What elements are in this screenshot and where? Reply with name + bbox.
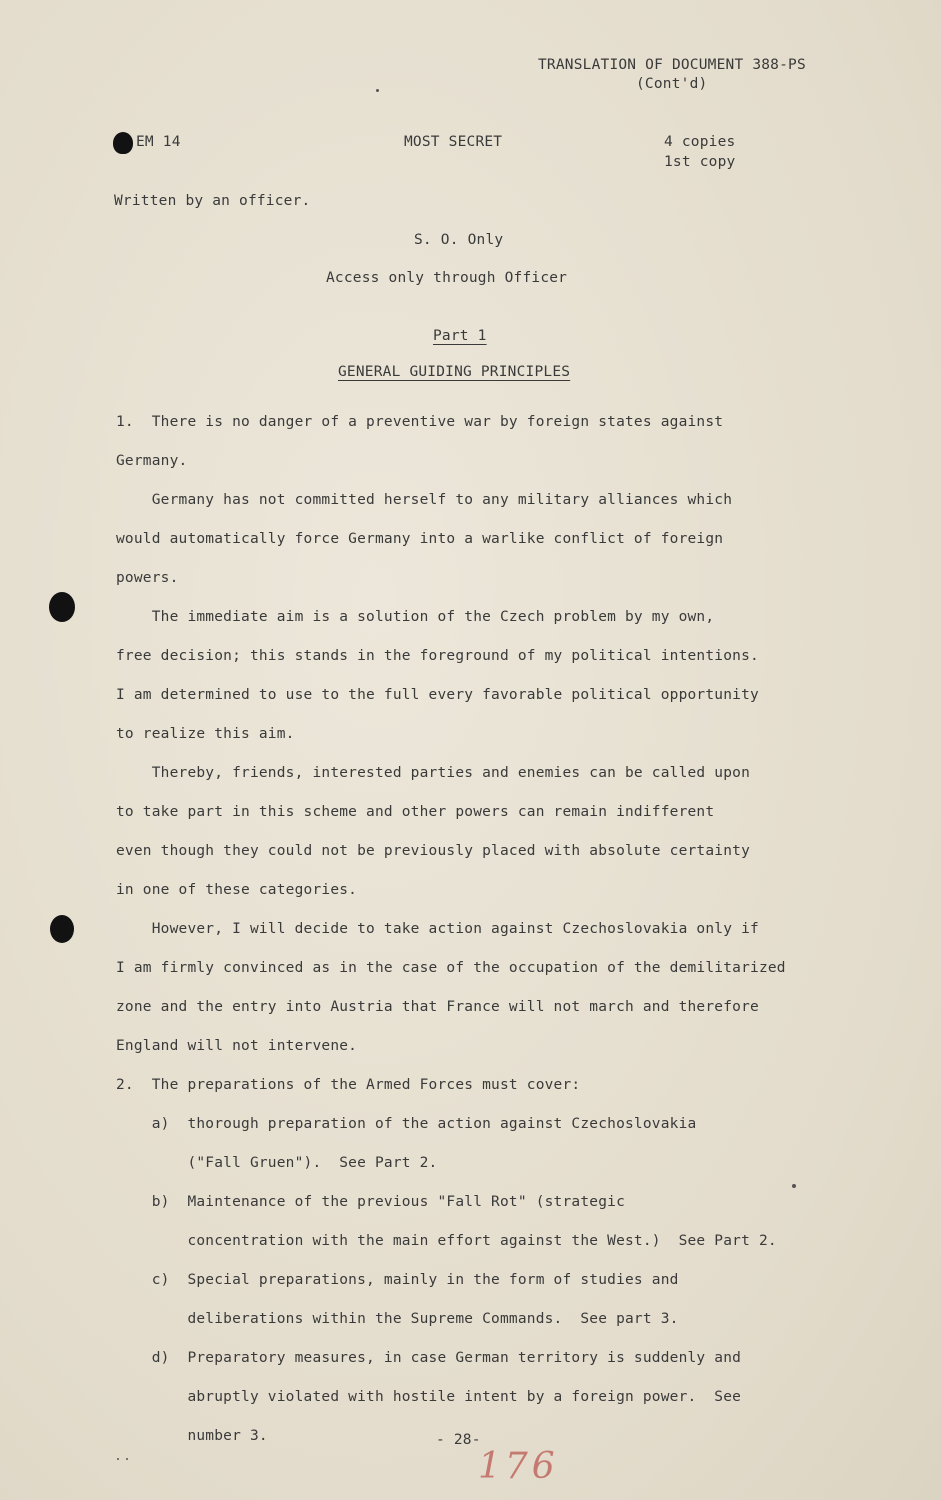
- body-text: [116, 403, 786, 1456]
- body-line: to take part in this scheme and other powers can remain indifferent: [116, 804, 715, 820]
- body-line: Thereby, friends, interested parties and enemies can be called upon: [116, 765, 751, 781]
- item-number: EM 14: [136, 134, 181, 150]
- punch-hole: [50, 915, 74, 943]
- body-line: However, I will decide to take action against Czechoslovakia only if: [116, 921, 759, 937]
- copies-count: 4 copies: [664, 134, 736, 150]
- body-line: even though they could not be previously placed with absolute certainty: [116, 843, 751, 859]
- punch-hole: [49, 592, 75, 622]
- body-line: Germany.: [116, 453, 188, 469]
- body-line: England will not intervene.: [116, 1038, 358, 1054]
- body-line: The immediate aim is a solution of the Czech problem by my own,: [116, 609, 715, 625]
- body-line: zone and the entry into Austria that France will not march and therefore: [116, 999, 759, 1015]
- ink-speck: [117, 1458, 119, 1460]
- ink-speck: [376, 89, 379, 92]
- body-line: deliberations within the Supreme Commands. See part 3.: [116, 1311, 679, 1327]
- body-line: to realize this aim.: [116, 726, 295, 742]
- page-number: - 28-: [436, 1432, 481, 1448]
- body-line: ("Fall Gruen"). See Part 2.: [116, 1155, 438, 1171]
- ink-speck: [126, 1458, 128, 1460]
- translation-title: TRANSLATION OF DOCUMENT 388-PS: [538, 57, 806, 73]
- part-title: Part 1: [433, 328, 487, 344]
- body-line: abruptly violated with hostile intent by a foreign power. See: [116, 1389, 742, 1405]
- body-line: I am firmly convinced as in the case of the occupation of the demilitarized: [116, 960, 786, 976]
- written-by: Written by an officer.: [114, 193, 311, 209]
- body-line: concentration with the main effort against the West.) See Part 2.: [116, 1233, 777, 1249]
- classification: MOST SECRET: [404, 134, 503, 150]
- body-line: free decision; this stands in the foreground of my political intentions.: [116, 648, 759, 664]
- body-line: I am determined to use to the full every favorable political opportunity: [116, 687, 759, 703]
- body-line: d) Preparatory measures, in case German territory is suddenly and: [116, 1350, 742, 1366]
- body-line: a) thorough preparation of the action against Czechoslovakia: [116, 1116, 697, 1132]
- punch-hole: [113, 132, 133, 154]
- body-line: c) Special preparations, mainly in the form of studies and: [116, 1272, 679, 1288]
- copy-number: 1st copy: [664, 154, 736, 170]
- body-line: 1. There is no danger of a preventive war by foreign states against: [116, 414, 724, 430]
- body-line: b) Maintenance of the previous "Fall Rot" (strategic: [116, 1194, 625, 1210]
- body-line: 2. The preparations of the Armed Forces must cover:: [116, 1077, 581, 1093]
- access-note: Access only through Officer: [326, 270, 568, 286]
- section-title: GENERAL GUIDING PRINCIPLES: [338, 364, 571, 380]
- body-line: in one of these categories.: [116, 882, 358, 898]
- folio-number: 176: [478, 1446, 559, 1487]
- body-line: Germany has not committed herself to any military alliances which: [116, 492, 733, 508]
- continued-label: (Cont'd): [636, 76, 708, 92]
- ink-speck: [792, 1184, 796, 1188]
- body-line: powers.: [116, 570, 179, 586]
- body-line: number 3.: [116, 1428, 268, 1444]
- body-line: would automatically force Germany into a warlike conflict of foreign: [116, 531, 724, 547]
- so-only: S. O. Only: [414, 232, 504, 248]
